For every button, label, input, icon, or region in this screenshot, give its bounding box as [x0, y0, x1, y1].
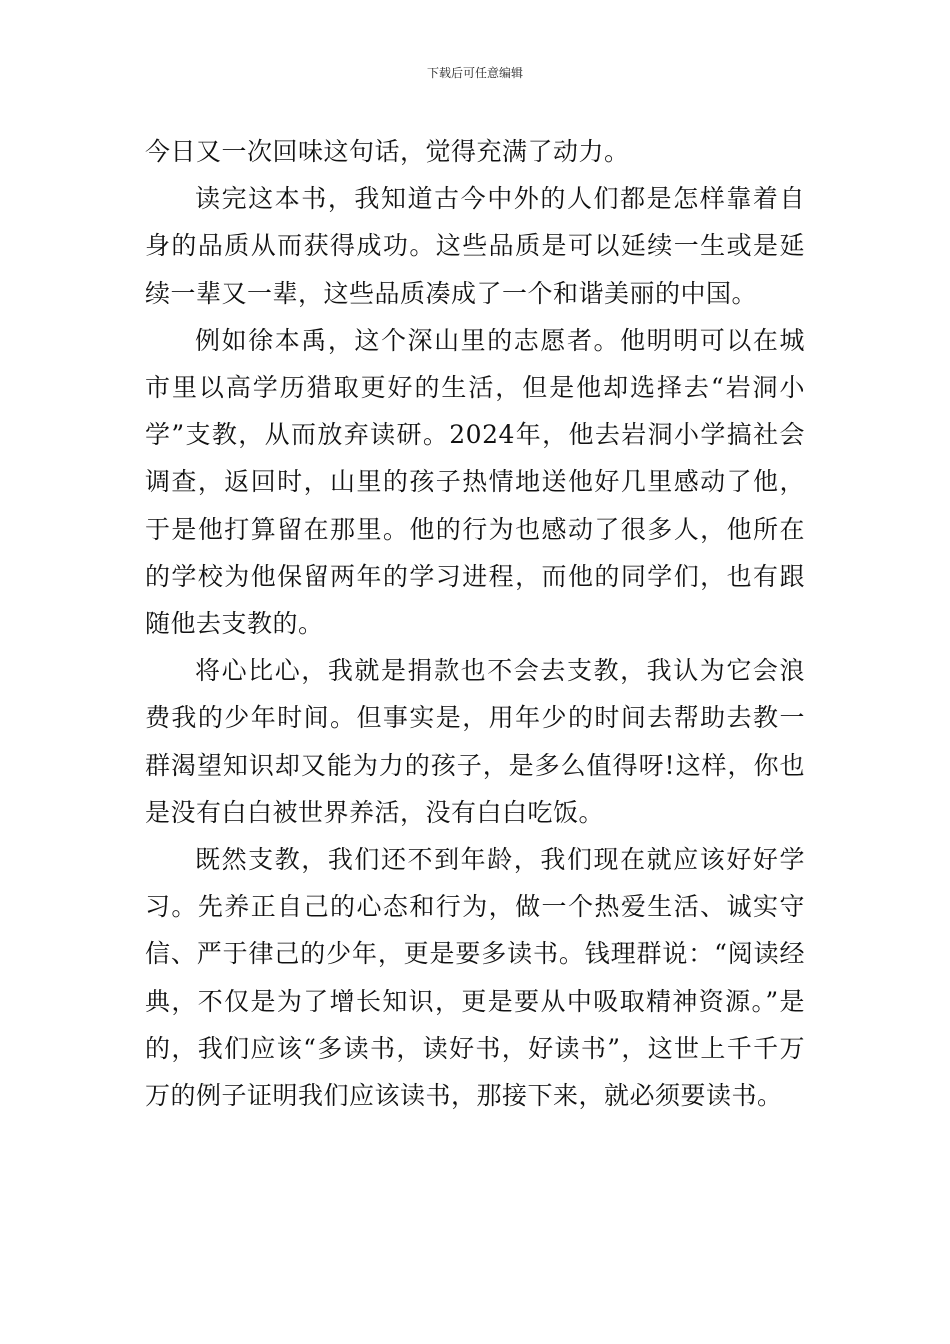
paragraph-1: 今日又一次回味这句话，觉得充满了动力。 — [145, 137, 630, 166]
paragraph-2: 读完这本书，我知道古今中外的人们都是怎样靠着自身的品质从而获得成功。这些品质是可以延续一生或是延续一辈又一辈，这些品质凑成了一个和谐美丽的中国。 — [145, 184, 805, 308]
paragraph-3: 例如徐本禹，这个深山里的志愿者。他明明可以在城市里以高学历猎取更好的生活，但是他却选择去“岩洞小学”支教，从而放弃读研。2024年，他去岩洞小学搞社会调查，返回时，山里的孩子热情地送他好几里感动了他，于是他打算留在那里。他的行为也感动了很多人，他所在的学校为他保留两年的学习进程，而他的同学们，也有跟随他去支教的。 — [145, 325, 805, 639]
paragraph-4: 将心比心，我就是捐款也不会去支教，我认为它会浪费我的少年时间。但事实是，用年少的时间去帮助去教一群渴望知识却又能为力的孩子，是多么值得呀!这样，你也是没有白白被世界养活，没有白白吃饭。 — [145, 656, 805, 827]
body-text — [145, 128, 805, 1119]
paragraph-5: 既然支教，我们还不到年龄，我们现在就应该好好学习。先养正自己的心态和行为，做一个热爱生活、诚实守信、严于律己的少年，更是要多读书。钱理群说：“阅读经典，不仅是为了增长知识，更是要从中吸取精神资源。”是的，我们应该“多读书，读好书，好读书”，这世上千千万万的例子证明我们应该读书，那接下来，就必须要读书。 — [145, 845, 805, 1111]
page-header: 下载后可任意编辑 — [426, 66, 523, 80]
